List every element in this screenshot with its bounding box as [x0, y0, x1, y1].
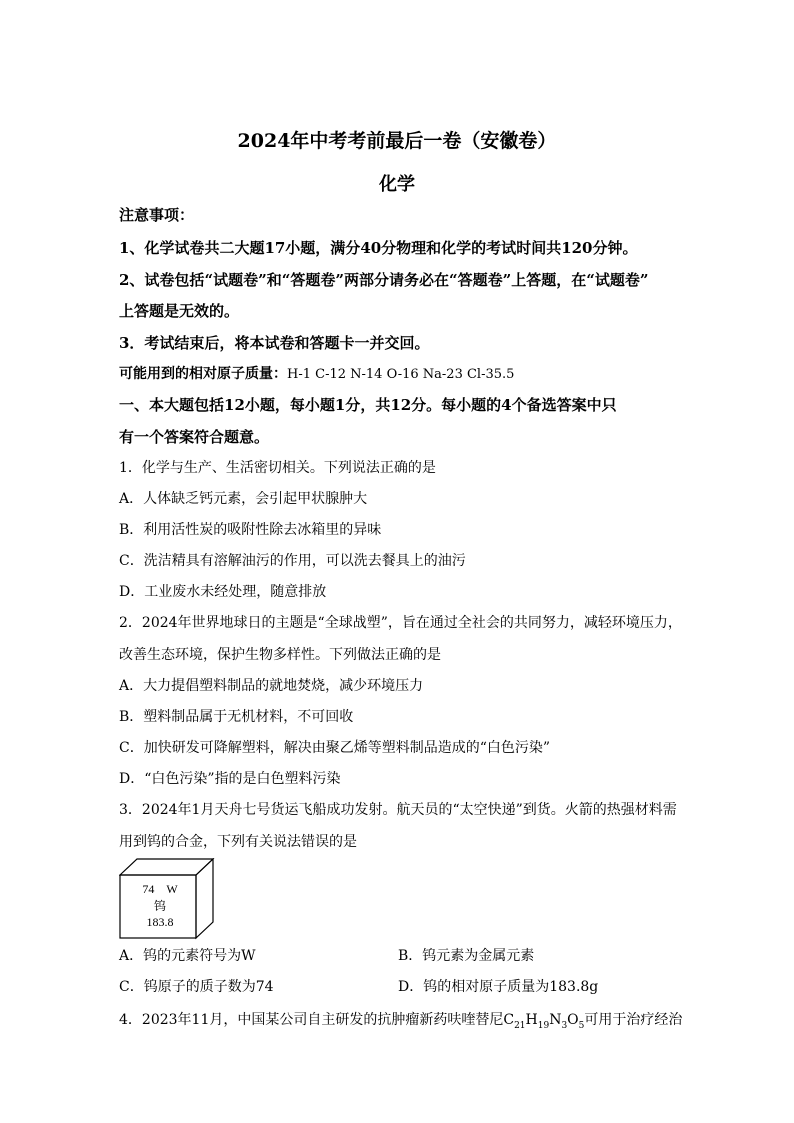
section-heading: 一、本大题包括12小题，每小题1分，共12分。每小题的4个备选答案中只	[119, 396, 617, 414]
formula-element: H	[525, 1012, 538, 1028]
option-q2-c: C．加快研发可降解塑料，解决由聚乙烯等塑料制品造成的“白色污染”	[119, 740, 551, 756]
formula-subscript: 5	[578, 1020, 585, 1031]
element-name: 钨	[153, 899, 166, 913]
option-q1-c: C．洗洁精具有溶解油污的作用，可以洗去餐具上的油污	[119, 553, 466, 569]
option-q3-c: C．钨原子的质子数为74	[119, 979, 274, 995]
formula-element: N	[549, 1012, 562, 1028]
option-q1-b: B．利用活性炭的吸附性除去冰箱里的异味	[119, 522, 382, 538]
option-q3-d: D．钨的相对原子质量为183.8g	[398, 979, 599, 995]
option-q2-a: A．大力提倡塑料制品的就地焚烧，减少环境压力	[119, 678, 424, 694]
formula-subscript: 21	[514, 1020, 526, 1031]
atomic-masses-label: 可能用到的相对原子质量：	[119, 366, 287, 382]
notice-heading: 注意事项：	[119, 206, 195, 224]
notice-item: 2、试卷包括“试题卷”和“答题卷”两部分请务必在“答题卷”上答题，在“试题卷”	[119, 271, 649, 289]
q4-stem-suffix: 可用于治疗经治	[584, 1012, 683, 1028]
formula-subscript: 19	[537, 1020, 550, 1031]
question-stem-3: 3．2024年1月天舟七号货运飞船成功发射。航天员的“太空快递”到货。火箭的热强材料需	[119, 802, 677, 818]
question-stem-2-cont: 改善生态环境，保护生物多样性。下列做法正确的是	[119, 647, 441, 663]
formula-element: O	[567, 1012, 579, 1028]
atomic-masses-values: H-1 C-12 N-14 O-16 Na-23 Cl-35.5	[287, 367, 515, 382]
question-stem-1: 1．化学与生产、生活密切相关。下列说法正确的是	[119, 460, 436, 476]
option-q1-a: A．人体缺乏钙元素，会引起甲状腺肿大	[119, 491, 368, 507]
element-symbol: W	[166, 882, 178, 896]
atomic-masses	[119, 364, 689, 385]
question-stem-4	[119, 1010, 689, 1036]
notice-item: 3．考试结束后，将本试卷和答题卡一并交回。	[119, 334, 430, 352]
question-stem-2: 2．2024年世界地球日的主题是“全球战塑”，旨在通过全社会的共同努力，减轻环境压力，	[119, 615, 682, 631]
element-atomic-number: 74	[142, 882, 155, 896]
question-stem-3-cont: 用到钨的合金，下列有关说法错误的是	[119, 834, 357, 850]
element-mass: 183.8	[146, 915, 174, 929]
exam-title: 2024年中考考前最后一卷（安徽卷）	[237, 130, 557, 152]
q4-stem-prefix: 4．2023年11月，中国某公司自主研发的抗肿瘤新药呋喹替尼C	[119, 1012, 515, 1028]
option-q3-b: B．钨元素为金属元素	[398, 948, 535, 964]
option-q3-a: A．钨的元素符号为W	[119, 948, 256, 964]
section-heading: 有一个答案符合题意。	[119, 428, 270, 446]
formula-subscript: 3	[561, 1020, 568, 1031]
element-number-symbol	[120, 881, 200, 897]
option-q2-d: D．“白色污染”指的是白色塑料污染	[119, 771, 341, 787]
option-q2-b: B．塑料制品属于无机材料，不可回收	[119, 709, 354, 725]
option-q1-d: D．工业废水未经处理，随意排放	[119, 584, 327, 600]
notice-item: 上答题是无效的。	[119, 302, 240, 320]
subject-title: 化学	[379, 174, 415, 195]
notice-item: 1、化学试卷共二大题17小题，满分40分物理和化学的考试时间共120分钟。	[119, 239, 638, 257]
